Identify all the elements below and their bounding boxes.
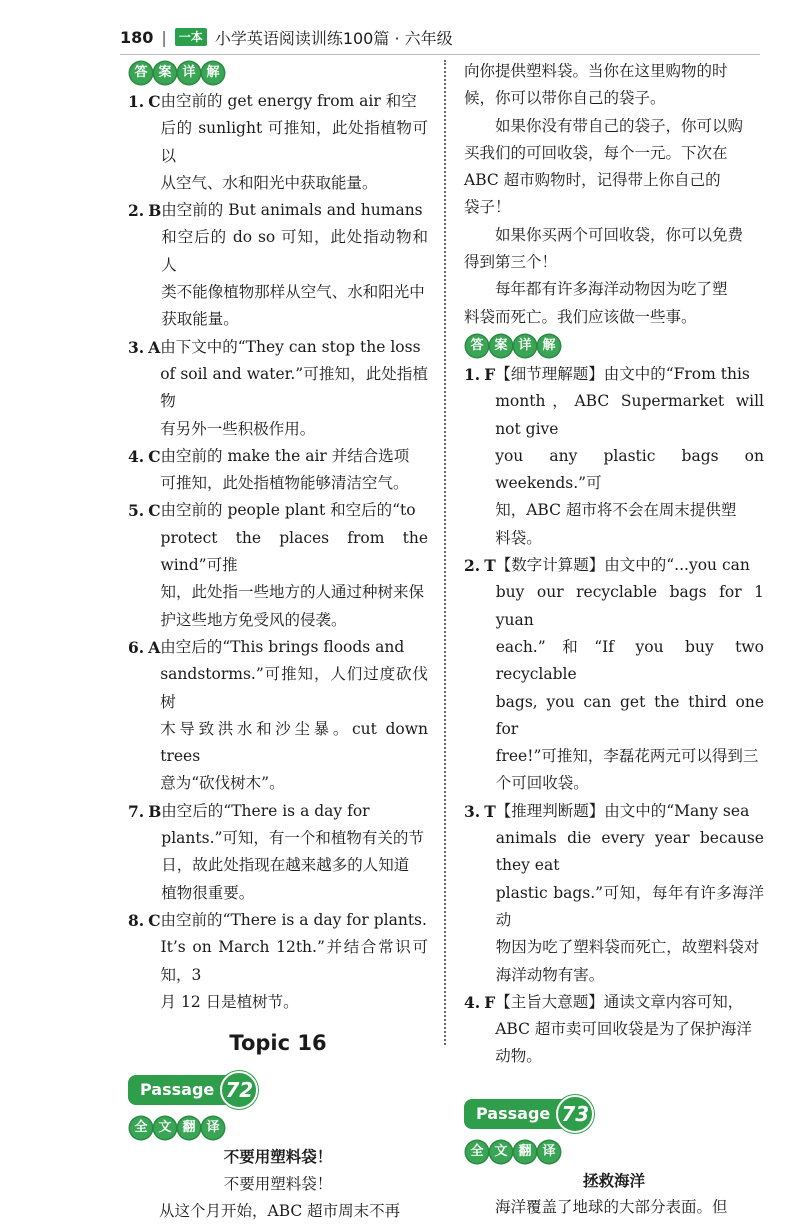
translation-subtitle: 不要用塑料袋！	[223, 1174, 333, 1193]
answer-key: C	[148, 446, 161, 466]
answers-tag	[130, 62, 224, 84]
passage-label: Passage	[464, 1099, 562, 1129]
explanation-line: 个可回收袋。	[495, 774, 589, 793]
right-column	[464, 58, 764, 1221]
explanation-line: 由下文中的“They can stop the loss	[160, 337, 421, 356]
answer-key: C	[148, 92, 161, 111]
explanation-line: 可推知，此处指植物能够清洁空气。	[160, 474, 409, 493]
answer-explanation	[160, 334, 428, 443]
answer-item	[128, 907, 428, 1016]
answer-explanation	[161, 907, 428, 1016]
explanation-line: 植物很重要。	[161, 883, 255, 902]
answer-item	[128, 798, 428, 907]
answer-number	[128, 443, 161, 498]
tag-char: 解	[202, 62, 224, 84]
translation-paragraph-3	[464, 222, 764, 277]
tag-char: 翻	[178, 1117, 200, 1139]
answer-item	[464, 798, 764, 989]
explanation-line: each.”和“If you buy two recyclable	[495, 637, 764, 684]
answer-number	[464, 798, 496, 989]
tag-char: 文	[154, 1117, 176, 1139]
text-line: 候，你可以带你自己的袋子。	[464, 89, 666, 108]
explanation-line: 由空前的 But animals and humans	[161, 201, 423, 220]
explanation-line: of soil and water.”可推知，此处指植物	[160, 364, 428, 411]
explanation-line: 【细节理解题】由文中的“From this	[495, 364, 750, 383]
text-line: ABC 超市购物时，记得带上你自己的	[464, 171, 721, 190]
answer-key: C	[148, 910, 161, 930]
explanation-line: 由空后的“This brings floods and	[160, 637, 405, 656]
answers-tag	[466, 335, 560, 357]
answer-explanation	[495, 361, 764, 552]
translation-tag	[466, 1141, 560, 1163]
tag-char: 文	[490, 1141, 512, 1163]
answer-explanation	[161, 497, 428, 633]
explanation-line: 由空前的 people plant 和空后的“to	[160, 501, 416, 520]
answer-key: B	[148, 201, 162, 221]
passage-number: 72	[220, 1071, 258, 1109]
right-answer-list	[464, 361, 764, 1071]
explanation-line: 从空气、水和阳光中获取能量。	[160, 173, 378, 192]
translation-paragraph: 从这个月开始，ABC 超市周末不再	[159, 1201, 401, 1220]
answer-number	[128, 798, 161, 907]
explanation-line: 【推理判断题】由文中的“Many sea	[495, 801, 750, 820]
answer-number	[128, 334, 160, 443]
page-header	[120, 22, 760, 52]
explanation-line: 月 12 日是植树节。	[160, 992, 299, 1011]
tag-char: 全	[466, 1141, 488, 1163]
explanation-line: 护这些地方免受风的侵袭。	[160, 610, 347, 629]
explanation-line: month，ABC Supermarket will not give	[495, 392, 764, 438]
tag-char: 答	[466, 335, 488, 357]
explanation-line: 物因为吃了塑料袋而死亡，故塑料袋对	[495, 938, 760, 957]
answer-key: B	[148, 801, 162, 821]
tag-char: 译	[538, 1141, 560, 1163]
explanation-line: 知，此处指一些地方的人通过种树来保	[160, 583, 425, 602]
translation-paragraph-2	[464, 113, 764, 222]
topic-heading: Topic 16	[229, 1031, 327, 1056]
answer-number	[128, 497, 161, 633]
answer-number	[128, 197, 161, 333]
translation-title: 拯救海洋	[582, 1170, 645, 1190]
explanation-line: 由空前的 get energy from air 和空	[160, 92, 417, 110]
passage-number: 73	[556, 1095, 594, 1133]
answer-explanation	[496, 552, 764, 798]
tag-char: 详	[514, 335, 536, 357]
explanation-line: 木导致洪水和沙尘暴。cut down trees	[160, 719, 428, 766]
explanation-line: 由空后的“There is a day for	[161, 801, 370, 820]
answer-explanation	[161, 443, 428, 498]
text-line: 向你提供塑料袋。当你在这里购物的时	[464, 62, 728, 80]
explanation-line: sandstorms.”可推知，人们过度砍伐树	[160, 665, 428, 711]
explanation-line: 和空后的 do so 可知，此处指动物和人	[161, 228, 428, 274]
explanation-line: 日，故此处指现在越来越多的人知道	[161, 856, 410, 875]
answer-index: 8.	[128, 910, 145, 930]
explanation-line: 类不能像植物那样从空气、水和阳光中	[161, 283, 425, 302]
tag-char: 译	[202, 1117, 224, 1139]
left-column	[128, 58, 428, 1225]
answer-item	[128, 334, 428, 443]
explanation-line: 有另外一些积极作用。	[160, 419, 316, 438]
explanation-line: plants.”可知，有一个和植物有关的节	[161, 829, 424, 848]
answer-index: 6.	[128, 637, 145, 657]
header-rule	[120, 54, 760, 55]
translation-paragraph: 海洋覆盖了地球的大部分表面。但	[495, 1197, 728, 1216]
passage-73-badge	[464, 1095, 594, 1133]
answer-index: 3.	[464, 801, 481, 821]
tag-char: 全	[130, 1117, 152, 1139]
answer-item	[128, 88, 428, 197]
answer-index: 4.	[464, 992, 481, 1012]
answer-number	[128, 88, 161, 197]
answer-explanation	[160, 634, 428, 798]
answer-key: C	[148, 501, 161, 521]
answer-item	[464, 989, 764, 1071]
explanation-line: ABC 超市卖可回收袋是为了保护海洋	[495, 1020, 752, 1039]
text-line: 料袋而死亡。我们应该做一些事。	[464, 307, 697, 326]
explanation-line: 【数字计算题】由文中的“...you can	[495, 556, 750, 575]
answer-number	[128, 634, 160, 798]
answer-explanation	[495, 989, 764, 1071]
header-separator: |	[161, 27, 167, 47]
answer-key: A	[148, 637, 161, 657]
answer-index: 7.	[128, 801, 145, 821]
answer-number	[464, 361, 495, 552]
explanation-line: free!”可推知，李磊花两元可以得到三	[495, 747, 759, 766]
passage-72-badge	[128, 1071, 258, 1109]
page-number: 180	[120, 27, 154, 47]
answer-item	[464, 552, 764, 798]
explanation-line: plastic bags.”可知，每年有许多海洋动	[495, 883, 764, 929]
translation-continued	[464, 58, 764, 113]
text-line: 每年都有许多海洋动物因为吃了塑	[495, 280, 728, 299]
explanation-line: 【主旨大意题】通读文章内容可知，	[495, 992, 744, 1011]
translation-title: 不要用塑料袋！	[223, 1147, 333, 1167]
text-line: 买我们的可回收袋，每个一元。下次在	[464, 143, 728, 162]
text-line: 袋子！	[464, 198, 511, 217]
answer-index: 2.	[464, 556, 481, 576]
answer-key: A	[148, 337, 161, 357]
tag-char: 翻	[514, 1141, 536, 1163]
answer-explanation	[161, 798, 428, 907]
answer-number	[128, 907, 161, 1016]
answer-explanation	[496, 798, 764, 989]
answer-item	[128, 634, 428, 798]
explanation-line: protect the places from the wind”可推	[160, 528, 428, 575]
explanation-line: bags, you can get the third one for	[495, 692, 764, 738]
tag-char: 解	[538, 335, 560, 357]
explanation-line: 由空前的“There is a day for plants.	[160, 910, 427, 929]
explanation-line: 知，ABC 超市将不会在周末提供塑	[495, 501, 737, 520]
passage-label: Passage	[128, 1075, 226, 1105]
text-line: 如果你买两个可回收袋，你可以免费	[495, 225, 744, 244]
answer-key: F	[484, 992, 496, 1012]
answer-key: T	[484, 801, 496, 821]
book-logo: 一本	[175, 28, 207, 46]
explanation-line: It’s on March 12th.”并结合常识可知，3	[160, 938, 428, 984]
answer-explanation	[161, 88, 428, 197]
explanation-line: 获取能量。	[161, 310, 239, 329]
answer-index: 1.	[464, 364, 481, 384]
book-title: 小学英语阅读训练100篇 · 六年级	[214, 28, 453, 48]
explanation-line: 由空前的 make the air 并结合选项	[160, 446, 410, 465]
answer-item	[128, 197, 428, 333]
answer-number	[464, 552, 496, 798]
answer-index: 2.	[128, 201, 145, 221]
explanation-line: 料袋。	[495, 528, 542, 547]
explanation-line: 意为“砍伐树木”。	[160, 774, 285, 793]
explanation-line: animals die every year because they eat	[495, 829, 764, 875]
column-divider	[444, 60, 446, 1045]
answer-explanation	[161, 197, 428, 333]
tag-char: 答	[130, 62, 152, 84]
answer-index: 4.	[128, 446, 145, 466]
tag-char: 详	[178, 62, 200, 84]
answer-index: 3.	[128, 337, 145, 357]
answer-item	[128, 497, 428, 633]
answer-index: 5.	[128, 501, 145, 521]
answer-item	[464, 361, 764, 552]
explanation-line: 海洋动物有害。	[495, 965, 605, 984]
text-line: 如果你没有带自己的袋子，你可以购	[495, 116, 744, 135]
answer-item	[128, 443, 428, 498]
left-answer-list	[128, 88, 428, 1016]
translation-tag	[130, 1117, 224, 1139]
tag-char: 案	[154, 62, 176, 84]
text-line: 得到第三个！	[464, 253, 558, 272]
answer-index: 1.	[128, 92, 145, 111]
explanation-line: 动物。	[495, 1047, 542, 1066]
tag-char: 案	[490, 335, 512, 357]
explanation-line: you any plastic bags on weekends.”可	[495, 446, 764, 493]
answer-key: T	[484, 556, 496, 576]
answer-key: F	[484, 364, 496, 384]
explanation-line: buy our recyclable bags for 1 yuan	[495, 583, 764, 629]
answer-number	[464, 989, 495, 1071]
translation-paragraph-4	[464, 276, 764, 331]
explanation-line: 后的 sunlight 可推知，此处指植物可以	[160, 119, 428, 165]
